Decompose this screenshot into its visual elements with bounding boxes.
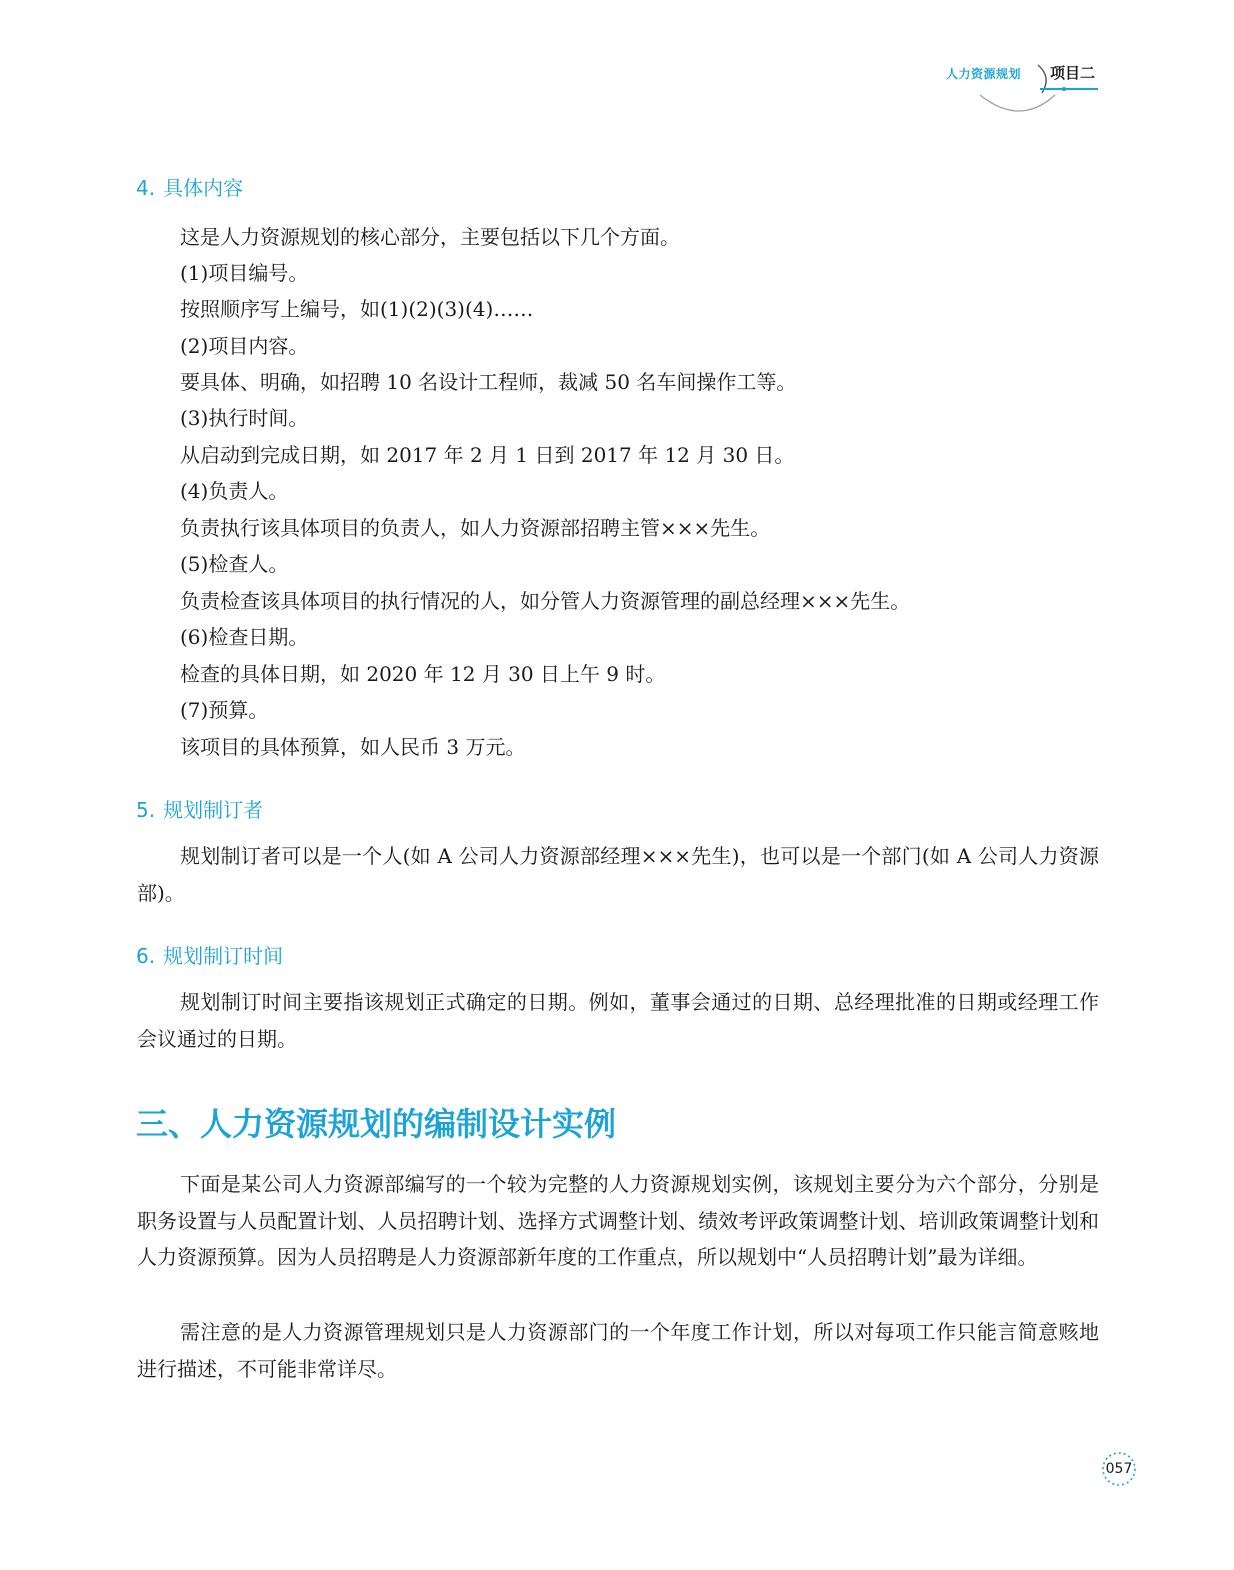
section-5-title: 规划制订者 [163, 798, 264, 822]
section-6-title: 规划制订时间 [163, 944, 284, 968]
section-6-number: 6. [136, 944, 156, 968]
content-line: (4)负责人。 [180, 479, 289, 503]
content-line: (2)项目内容。 [180, 334, 309, 358]
section-5-number: 5. [136, 798, 156, 822]
content-line: 负责执行该具体项目的负责人，如人力资源部招聘主管×××先生。 [180, 516, 771, 540]
page-number: 057 [1105, 1461, 1133, 1477]
section-4-number: 4. [136, 176, 156, 200]
section-6-heading [136, 940, 283, 969]
running-header [0, 0, 1234, 130]
page-number-badge [1101, 1451, 1137, 1487]
section-6-paragraph: 规划制订时间主要指该规划正式确定的日期。例如，董事会通过的日期、总经理批准的日期或经理工作会议通过的日期。 [137, 990, 1099, 1051]
header-section-title: 人力资源规划 [946, 67, 1022, 81]
section-5-heading [136, 794, 263, 823]
intro-paragraph: 下面是某公司人力资源部编写的一个较为完整的人力资源规划实例，该规划主要分为六个部分，分别是职务设置与人员配置计划、人员招聘计划、选择方式调整计划、绩效考评政策调整计划、培训政策调整计划和人力资源预算。因为人员招聘是人力资源部新年度的工作重点，所以规划中“人员招聘计划”最为详细。 [137, 1172, 1099, 1269]
content-line: 从启动到完成日期，如 2017 年 2 月 1 日到 2017 年 12 月 30 日。 [180, 443, 795, 467]
section-4-heading [136, 172, 243, 201]
content-line: 要具体、明确，如招聘 10 名设计工程师，裁减 50 名车间操作工等。 [180, 370, 797, 394]
content-line: (1)项目编号。 [180, 261, 309, 285]
content-line: (3)执行时间。 [180, 406, 309, 430]
content-line: (6)检查日期。 [180, 625, 309, 649]
content-line: 负责检查该具体项目的执行情况的人，如分管人力资源管理的副总经理×××先生。 [180, 589, 911, 613]
main-heading: 三、人力资源规划的编制设计实例 [136, 1105, 617, 1143]
content-line: 按照顺序写上编号，如(1)(2)(3)(4)…… [180, 297, 534, 321]
section-4-title: 具体内容 [163, 176, 244, 200]
header-project-label: 项目二 [1050, 64, 1096, 82]
section-5-paragraph: 规划制订者可以是一个人(如 A 公司人力资源部经理×××先生)，也可以是一个部门(如 A 公司人力资源部)。 [137, 844, 1099, 905]
content-line: (5)检查人。 [180, 552, 289, 576]
content-line: (7)预算。 [180, 698, 269, 722]
content-line: 这是人力资源规划的核心部分，主要包括以下几个方面。 [180, 225, 680, 249]
content-line: 检查的具体日期，如 2020 年 12 月 30 日上午 9 时。 [180, 662, 666, 686]
content-line: 该项目的具体预算，如人民币 3 万元。 [180, 735, 526, 759]
note-paragraph: 需注意的是人力资源管理规划只是人力资源部门的一个年度工作计划，所以对每项工作只能言简意赅地进行描述，不可能非常详尽。 [137, 1320, 1099, 1381]
